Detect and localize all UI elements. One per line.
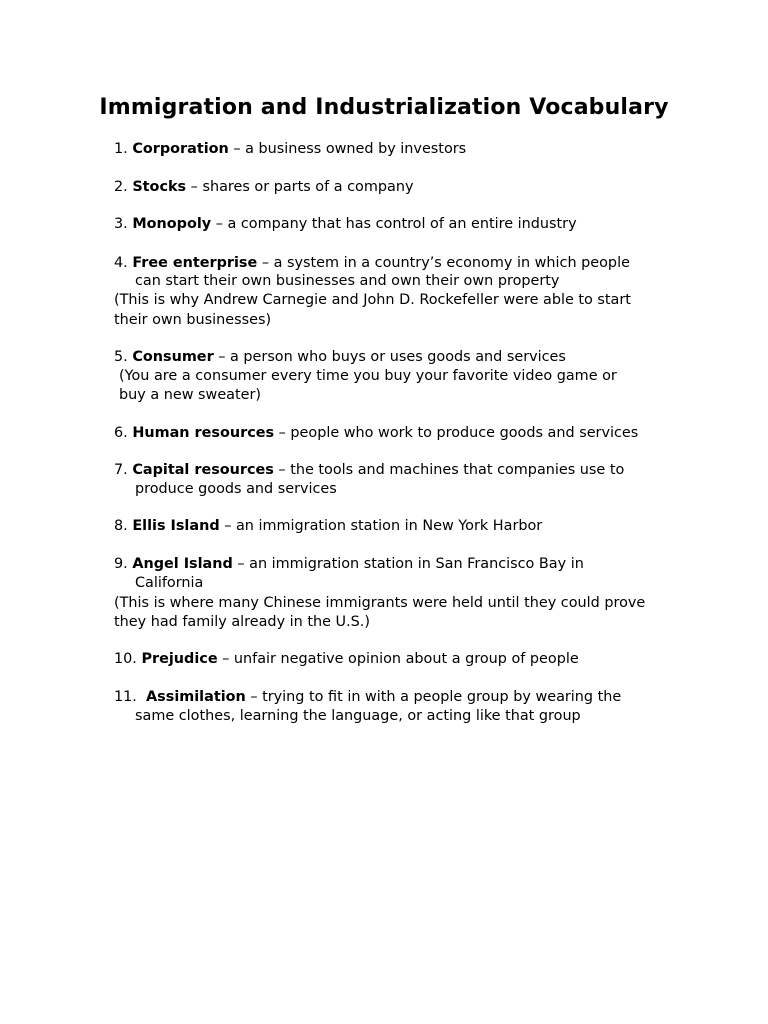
vocab-definition: – a business owned by investors — [228, 141, 467, 157]
vocab-term: Capital resources — [132, 462, 274, 478]
vocab-definition: – unfair negative opinion about a group of people — [217, 651, 579, 667]
vocab-term: Consumer — [132, 349, 214, 365]
vocab-item-3 — [114, 215, 577, 234]
vocab-item-4 — [114, 254, 630, 273]
vocab-definition: – the tools and machines that companies use to — [273, 462, 625, 478]
vocab-definition: – a company that has control of an entire industry — [211, 216, 577, 232]
vocab-definition: – a system in a country’s economy in which people — [257, 255, 630, 271]
item-number: 3. — [114, 216, 128, 232]
vocab-item-5 — [114, 348, 566, 367]
vocab-definition: – an immigration station in New York Harbor — [219, 518, 543, 534]
item-number: 11. — [114, 689, 137, 705]
item-number: 7. — [114, 462, 128, 478]
vocab-definition-continued: can start their own businesses and own their own property — [135, 273, 560, 289]
vocab-term: Assimilation — [146, 689, 246, 705]
vocab-term: Free enterprise — [132, 255, 258, 271]
item-number: 9. — [114, 556, 128, 572]
item-number: 1. — [114, 141, 128, 157]
vocab-definition: – an immigration station in San Francisco Bay in — [232, 556, 584, 572]
vocab-term: Stocks — [132, 179, 187, 195]
vocab-note: (This is where many Chinese immigrants were held until they could prove — [114, 595, 646, 611]
vocab-item-1 — [114, 140, 466, 159]
vocab-item-7 — [114, 461, 624, 480]
vocab-term: Prejudice — [141, 651, 218, 667]
item-number: 4. — [114, 255, 128, 271]
vocab-note-continued: their own businesses) — [114, 312, 272, 328]
item-number: 10. — [114, 651, 137, 667]
vocab-term: Angel Island — [132, 556, 233, 572]
vocab-item-6 — [114, 424, 638, 443]
vocab-item-11 — [114, 688, 621, 707]
vocab-term: Human resources — [132, 425, 275, 441]
item-number: 8. — [114, 518, 128, 534]
vocab-term: Ellis Island — [132, 518, 220, 534]
vocab-item-8 — [114, 517, 542, 536]
item-number: 5. — [114, 349, 128, 365]
item-number: 6. — [114, 425, 128, 441]
vocab-definition: – shares or parts of a company — [186, 179, 414, 195]
vocab-definition: – people who work to produce goods and services — [274, 425, 639, 441]
vocab-item-10 — [114, 650, 579, 669]
page-title: Immigration and Industrialization Vocabulary — [99, 95, 669, 120]
vocab-item-9 — [114, 555, 584, 574]
vocab-definition-continued: California — [135, 575, 204, 591]
vocab-definition-continued: produce goods and services — [135, 481, 337, 497]
vocab-definition-continued: same clothes, learning the language, or acting like that group — [135, 708, 581, 724]
vocab-note: (You are a consumer every time you buy your favorite video game or — [119, 368, 617, 384]
vocab-note-continued: buy a new sweater) — [119, 387, 262, 403]
vocab-term: Corporation — [132, 141, 229, 157]
vocab-term: Monopoly — [132, 216, 212, 232]
vocab-note: (This is why Andrew Carnegie and John D. Rockefeller were able to start — [114, 292, 631, 308]
vocab-definition: – a person who buys or uses goods and services — [213, 349, 566, 365]
vocab-definition: – trying to fit in with a people group by wearing the — [245, 689, 622, 705]
vocab-item-2 — [114, 178, 413, 197]
item-number: 2. — [114, 179, 128, 195]
vocab-note-continued: they had family already in the U.S.) — [114, 614, 370, 630]
